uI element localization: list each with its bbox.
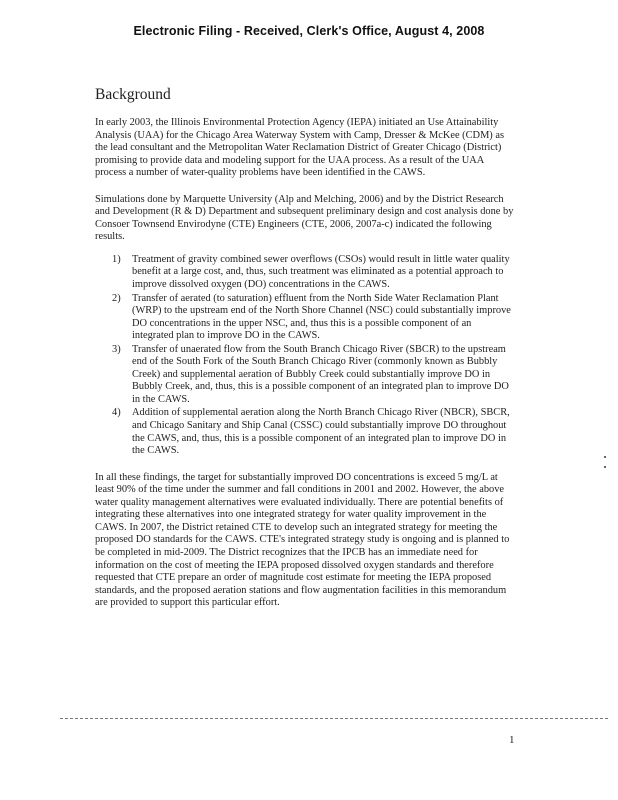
findings-list — [95, 254, 515, 458]
conclusion-paragraph: In all these findings, the target for substantially improved DO concentrations is exceed 5 mg/L at least 90% of the time under the summer and fall conditions in 2001 and 2002. However, the above water quality management alternatives were evaluated individually. There are potential benefits of integrating these alternatives into one integrated strategy for water quality improvement in the CAWS. In 2007, the District retained CTE to develop such an integrated strategy for meeting the proposed DO standards for the CAWS. CTE's integrated strategy study is ongoing and is planned to be completed in mid-2009. The District recognizes that the IPCB has an immediate need for information on the cost of meeting the IEPA proposed dissolved oxygen standards and therefore requested that CTE prepare an order of magnitude cost estimate for meeting the IEPA proposed standards, and the proposed aeration stations and flow augmentation facilities in this memorandum are provided to support this particular effort. — [95, 471, 510, 609]
simulations-paragraph: Simulations done by Marquette University (Alp and Melching, 2006) and by the District Research and Development (R & D) Department and subsequent preliminary design and cost analysis done by Consoer Townsend Envirodyne (CTE) Engineers (CTE, 2006, 2007a-c) indicated the following results. — [95, 193, 514, 243]
finding-item — [95, 254, 515, 292]
finding-item — [95, 344, 515, 407]
finding-text: Transfer of unaerated flow from the South Branch Chicago River (SBCR) to the upstream end of the South Fork of the South Branch Chicago River (commonly known as Bubbly Creek) and supplemental aeration of Bubbly Creek could substantially improve DO in Bubbly Creek, and, thus, this is a possible component of an integrated plan to improve DO in the CAWS. — [132, 343, 509, 405]
finding-text: Addition of supplemental aeration along the North Branch Chicago River (NBCR), SBCR, and Chicago Sanitary and Ship Canal (CSSC) could substantially improve DO throughout the CAWS, and, thus, this is a possible component of an integrated plan to improve DO in the CAWS. — [132, 407, 510, 457]
page-number: 1 — [509, 734, 515, 746]
finding-text: Treatment of gravity combined sewer overflows (CSOs) would result in little water quality benefit at a large cost, and, thus, such treatment was eliminated as a potential approach to improve dissolved oxygen (DO) concentrations in the CAWS. — [132, 253, 510, 291]
finding-number: 1) — [112, 253, 121, 265]
finding-item — [95, 407, 515, 457]
scan-speck — [604, 466, 606, 468]
finding-number: 4) — [112, 407, 121, 419]
finding-item — [95, 293, 515, 343]
filing-stamp-header: Electronic Filing - Received, Clerk's Office, August 4, 2008 — [133, 24, 485, 38]
document-body — [95, 86, 515, 624]
scan-speck — [604, 456, 606, 458]
section-heading: Background — [95, 86, 171, 103]
footer-divider — [60, 718, 608, 719]
finding-text: Transfer of aerated (to saturation) effluent from the North Side Water Reclamation Plant (WRP) to the upstream end of the North Shore Channel (NSC) could substantially improve DO concentrations in the upper NSC, and, thus this is a possible component of an integrated plan to improve DO in the CAWS. — [132, 292, 511, 342]
finding-number: 2) — [112, 292, 121, 304]
intro-paragraph: In early 2003, the Illinois Environmental Protection Agency (IEPA) initiated an Use Attainability Analysis (UAA) for the Chicago Area Waterway System with Camp, Dresser & McKee (CDM) as the lead consultant and the Metropolitan Water Reclamation District of Greater Chicago (District) promising to provide data and modeling support for the UAA process. As a result of the UAA process a number of water-quality problems have been identified in the CAWS. — [95, 117, 505, 179]
finding-number: 3) — [112, 343, 121, 355]
